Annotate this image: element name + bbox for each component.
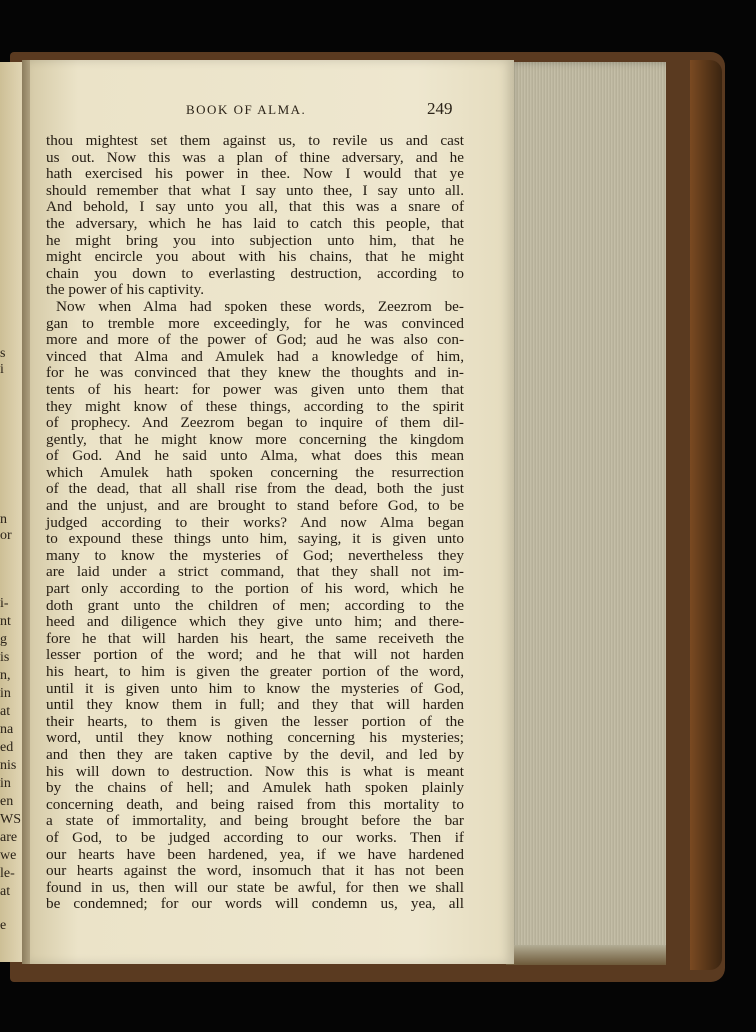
text-line: us out. Now this was a plan of thine adversary, and he xyxy=(46,148,464,166)
text-line: hath exercised his power in thee. Now I would that ye xyxy=(46,165,464,183)
text-line: concerning death, and being raised from this mortality to xyxy=(46,795,464,813)
text-line: to expound these things unto him, saying, it is given unto xyxy=(46,530,464,548)
text-line: his will down to destruction. Now this is what is meant xyxy=(46,762,464,780)
text-line: gently, that he might know more concerning the kingdom xyxy=(46,430,464,448)
text-line: until it is given unto him to know the mysteries of God, xyxy=(46,679,464,697)
left-page-fragment: at xyxy=(0,704,11,719)
left-page-fragment: at xyxy=(0,884,11,899)
text-line: of the dead, that all shall rise from the dead, both the just xyxy=(46,480,464,498)
text-line: a state of immortality, and being brought before the bar xyxy=(46,812,464,830)
left-page-fragments xyxy=(0,62,24,962)
text-line: until they know them in full; and they that will harden xyxy=(46,696,464,714)
left-page-fragment: ed xyxy=(0,740,14,755)
text-line: which Amulek hath spoken concerning the resurrection xyxy=(46,463,464,481)
text-line: doth grant unto the children of men; according to the xyxy=(46,596,464,614)
text-line: might encircle you about with his chains, that he might xyxy=(46,248,464,266)
left-page-fragment: n, xyxy=(0,668,11,683)
text-line: by the chains of hell; and Amulek hath spoken plainly xyxy=(46,779,464,797)
text-line: the power of his captivity. xyxy=(46,281,205,299)
left-page-fragment: na xyxy=(0,722,14,737)
text-line: our hearts have been hardened, yea, if we have hardened xyxy=(46,845,464,863)
left-page-fragment: g xyxy=(0,632,7,647)
left-page-fragment: i xyxy=(0,362,4,377)
text-line: they might know of these things, according to the spirit xyxy=(46,397,464,415)
text-line: judged according to their works? And now Alma began xyxy=(46,513,464,531)
page-body-text xyxy=(46,133,464,913)
left-page-fragment: i- xyxy=(0,596,9,611)
text-line: gan to tremble more exceedingly, for he was convinced xyxy=(46,314,464,332)
text-line: the adversary, which he has laid to catch this people, that xyxy=(46,214,464,232)
page-block-edges xyxy=(506,62,666,952)
text-line: he might bring you into subjection unto him, that he xyxy=(46,231,464,249)
left-page-fragment: en xyxy=(0,794,14,809)
text-line: our hearts against the word, insomuch that it has not been xyxy=(46,862,464,880)
text-line: his heart, to him is given the greater portion of the word, xyxy=(46,663,464,680)
text-line: fore he that will harden his heart, the same receiveth the xyxy=(46,629,464,647)
text-line: and then they are taken captive by the devil, and led by xyxy=(46,745,464,763)
text-line: lesser portion of the word; and he that will not harden xyxy=(46,646,464,664)
text-line: found in us, then will our state be awful, for then we shall xyxy=(46,878,464,896)
text-line: vinced that Alma and Amulek had a knowledge of him, xyxy=(46,347,464,365)
text-line: tents of his heart: for power was given unto them that xyxy=(46,380,464,398)
left-page-fragment: e xyxy=(0,918,7,933)
page-block-bottom xyxy=(506,945,666,965)
running-head: BOOK OF ALMA. xyxy=(186,102,307,117)
left-page-fragment: are xyxy=(0,830,18,845)
book-spine-edge xyxy=(690,60,722,970)
left-page-edge xyxy=(0,62,24,962)
left-page-fragment: we xyxy=(0,848,17,863)
text-line: And behold, I say unto you all, that this was a snare of xyxy=(46,198,464,216)
left-page-fragment: le- xyxy=(0,866,15,881)
text-line: for he was convinced that they knew the thoughts and in- xyxy=(46,364,464,382)
text-line: word, until they know nothing concerning his mysteries; xyxy=(46,729,464,747)
left-page-fragment: nt xyxy=(0,614,11,629)
page-number: 249 xyxy=(427,99,453,118)
left-page-fragment: n xyxy=(0,512,7,527)
text-line: of prophecy. And Zeezrom began to inquire of them dil- xyxy=(46,414,464,432)
text-line: chain you down to everlasting destruction, according to xyxy=(46,264,464,282)
text-line: are laid under a strict command, that they shall not im- xyxy=(46,563,464,581)
text-line: part only according to the portion of his word, which he xyxy=(46,580,464,598)
text-line: should remember that what I say unto thee, I say unto all. xyxy=(46,181,464,199)
text-line: thou mightest set them against us, to revile us and cast xyxy=(46,132,464,149)
text-line: heed and diligence which they give unto him; and there- xyxy=(46,613,464,631)
left-page-fragment: or xyxy=(0,528,12,543)
text-line: more and more of the power of God; aud he was also con- xyxy=(46,331,464,349)
text-line: of God. And he said unto Alma, what does this mean xyxy=(46,447,464,465)
text-line: and the unjust, and are brought to stand before God, to be xyxy=(46,497,464,515)
left-page-fragment: s xyxy=(0,346,6,361)
left-page-fragment: in xyxy=(0,776,11,791)
text-line: many to know the mysteries of God; nevertheless they xyxy=(46,546,464,564)
text-line: be condemned; for our words will condemn us, yea, all xyxy=(46,895,464,913)
left-page-fragment: WS xyxy=(0,812,21,827)
left-page-fragment: in xyxy=(0,686,11,701)
left-page-fragment: is xyxy=(0,650,10,665)
text-line: Now when Alma had spoken these words, Zeezrom be- xyxy=(56,297,464,315)
left-page-fragment: nis xyxy=(0,758,17,773)
text-line: of God, to be judged according to our works. Then if xyxy=(46,828,464,846)
text-line: their hearts, to them is given the lesser portion of the xyxy=(46,712,464,730)
